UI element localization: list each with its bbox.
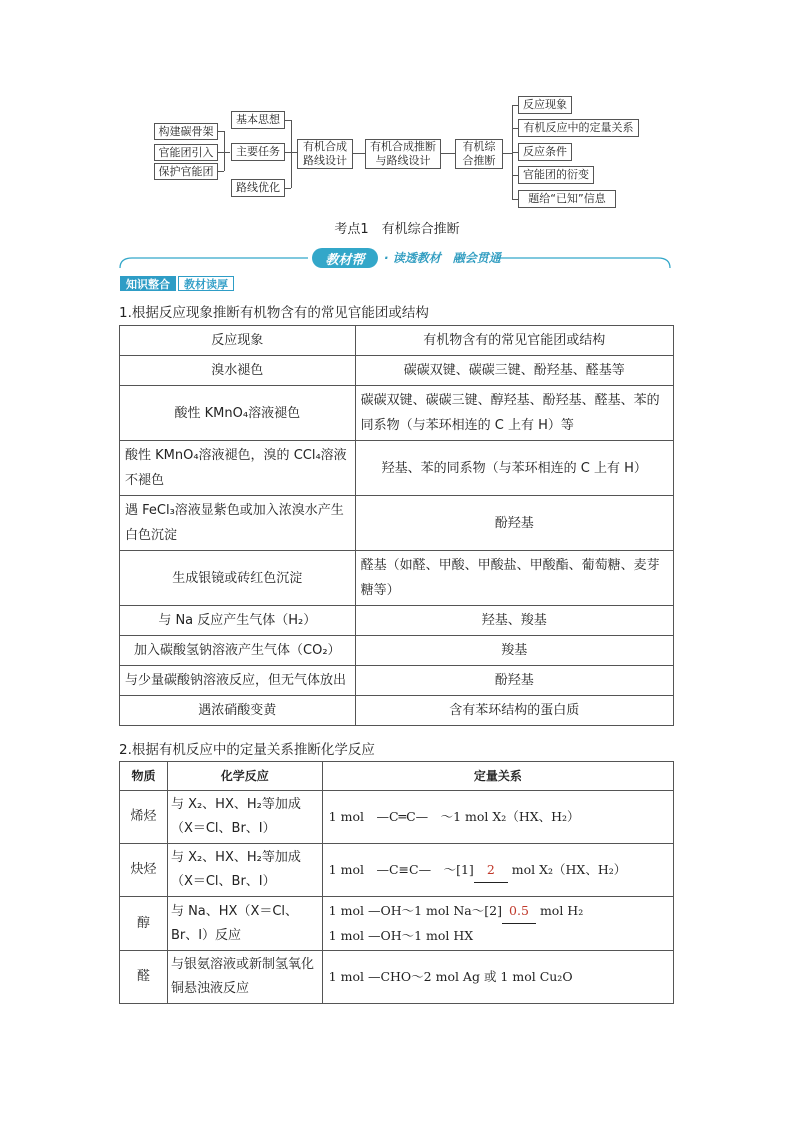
table-row bbox=[120, 496, 674, 551]
cell-reaction: 与 X₂、HX、H₂等加成（X＝Cl、Br、I） bbox=[167, 844, 322, 897]
map-connector bbox=[285, 120, 291, 121]
map-connector bbox=[503, 153, 512, 154]
map-connector bbox=[285, 152, 297, 153]
table-row bbox=[120, 386, 674, 441]
table-row bbox=[120, 897, 674, 951]
cell-phenomenon: 酸性 KMnO₄溶液褪色，溴的 CCl₄溶液不褪色 bbox=[120, 441, 356, 496]
map-left-item: 官能团引入 bbox=[154, 144, 218, 161]
heading-quantitative: 2.根据有机反应中的定量关系推断化学反应 bbox=[119, 742, 375, 758]
cell-phenomenon: 遇浓硝酸变黄 bbox=[120, 696, 356, 726]
cell-phenomenon: 酸性 KMnO₄溶液褪色 bbox=[120, 386, 356, 441]
header-reaction: 化学反应 bbox=[167, 762, 322, 791]
map-connector bbox=[353, 153, 365, 154]
relation-text: mol X₂（HX、H₂） bbox=[507, 861, 627, 877]
answer-blank: 0.5 bbox=[502, 899, 536, 924]
table-header-row bbox=[120, 326, 674, 356]
cell-phenomenon: 加入碳酸氢钠溶液产生气体（CO₂） bbox=[120, 636, 356, 666]
heading-reaction-phenomena: 1.根据反应现象推断有机物含有的常见官能团或结构 bbox=[119, 305, 429, 321]
map-core-inference: 有机综 合推断 bbox=[455, 139, 503, 169]
cell-group: 酚羟基 bbox=[355, 666, 673, 696]
cell-relation: 1 mol —CHO～2 mol Ag 或 1 mol Cu₂O bbox=[322, 951, 673, 1004]
cell-group: 醛基（如醛、甲酸、甲酸盐、甲酸酯、葡萄糖、麦芽糖等） bbox=[355, 551, 673, 606]
map-right-item: 反应条件 bbox=[518, 143, 572, 161]
cell-substance: 烯烃 bbox=[120, 791, 168, 844]
cell-reaction: 与 Na、HX（X＝Cl、Br、I）反应 bbox=[167, 897, 322, 951]
cell-substance: 醇 bbox=[120, 897, 168, 951]
header-relation: 定量关系 bbox=[322, 762, 673, 791]
cell-relation bbox=[322, 844, 673, 897]
section-title: 考点1 有机综合推断 bbox=[334, 222, 460, 237]
cell-relation: 1 mol —C═C— ～1 mol X₂（HX、H₂） bbox=[322, 791, 673, 844]
map-connector bbox=[218, 131, 224, 132]
table-row bbox=[120, 636, 674, 666]
table-row bbox=[120, 696, 674, 726]
header-substance: 物质 bbox=[120, 762, 168, 791]
map-connector bbox=[291, 120, 292, 188]
relation-text: 1 mol —C≡C— ～[1] bbox=[328, 861, 474, 877]
tag-knowledge: 知识整合 bbox=[120, 276, 176, 291]
relation-text: 1 mol —OH～1 mol HX bbox=[328, 928, 474, 943]
map-mid-item: 路线优化 bbox=[231, 179, 285, 197]
table-row bbox=[120, 791, 674, 844]
table-row bbox=[120, 951, 674, 1004]
map-right-item: 反应现象 bbox=[518, 96, 572, 114]
tag-textbook: 教材读厚 bbox=[178, 276, 234, 291]
table-quantitative bbox=[119, 761, 674, 1004]
cell-group: 酚羟基 bbox=[355, 496, 673, 551]
cell-group: 羟基、苯的同系物（与苯环相连的 C 上有 H） bbox=[355, 441, 673, 496]
cell-group: 含有苯环结构的蛋白质 bbox=[355, 696, 673, 726]
table-row bbox=[120, 356, 674, 386]
table-phenomena bbox=[119, 325, 674, 726]
cell-phenomenon: 与 Na 反应产生气体（H₂） bbox=[120, 606, 356, 636]
relation-text: 1 mol —OH～1 mol Na～[2] bbox=[328, 903, 502, 918]
cell-phenomenon: 与少量碳酸钠溶液反应，但无气体放出 bbox=[120, 666, 356, 696]
header-functional-group: 有机物含有的常见官能团或结构 bbox=[355, 326, 673, 356]
cell-phenomenon: 溴水褪色 bbox=[120, 356, 356, 386]
map-right-item: 有机反应中的定量关系 bbox=[518, 119, 639, 137]
header-phenomenon: 反应现象 bbox=[120, 326, 356, 356]
cell-substance: 醛 bbox=[120, 951, 168, 1004]
map-connector bbox=[441, 153, 455, 154]
cell-group: 碳碳双键、碳碳三键、醇羟基、酚羟基、醛基、苯的同系物（与苯环相连的 C 上有 H）等 bbox=[355, 386, 673, 441]
map-connector bbox=[224, 131, 225, 171]
map-mid-item: 主要任务 bbox=[231, 143, 285, 161]
cell-relation bbox=[322, 897, 673, 951]
table-header-row bbox=[120, 762, 674, 791]
cell-reaction: 与银氨溶液或新制氢氧化铜悬浊液反应 bbox=[167, 951, 322, 1004]
map-connector bbox=[218, 152, 230, 153]
cell-substance: 炔烃 bbox=[120, 844, 168, 897]
table-row bbox=[120, 666, 674, 696]
banner-subtitle: · 读透教材 融会贯通 bbox=[384, 251, 501, 265]
relation-text: mol H₂ bbox=[535, 903, 584, 918]
answer-blank: 2 bbox=[474, 858, 508, 883]
map-mid-item: 基本思想 bbox=[231, 111, 285, 129]
cell-group: 羟基、羧基 bbox=[355, 606, 673, 636]
cell-group: 碳碳双键、碳碳三键、酚羟基、醛基等 bbox=[355, 356, 673, 386]
map-right-item: 题给“已知”信息 bbox=[518, 190, 616, 208]
cell-group: 羧基 bbox=[355, 636, 673, 666]
table-row bbox=[120, 606, 674, 636]
map-left-item: 保护官能团 bbox=[154, 163, 218, 180]
table-row bbox=[120, 551, 674, 606]
table-row bbox=[120, 441, 674, 496]
cell-phenomenon: 生成银镜或砖红色沉淀 bbox=[120, 551, 356, 606]
table-row bbox=[120, 844, 674, 897]
map-core-center: 有机合成推断 与路线设计 bbox=[365, 139, 441, 169]
cell-phenomenon: 遇 FeCl₃溶液显紫色或加入浓溴水产生白色沉淀 bbox=[120, 496, 356, 551]
banner-badge: 教材帮 bbox=[312, 248, 378, 268]
map-right-item: 官能团的衍变 bbox=[518, 166, 594, 184]
map-connector bbox=[218, 171, 224, 172]
map-left-item: 构建碳骨架 bbox=[154, 123, 218, 140]
cell-reaction: 与 X₂、HX、H₂等加成（X＝Cl、Br、I） bbox=[167, 791, 322, 844]
map-connector bbox=[285, 188, 291, 189]
map-core-synthesis: 有机合成 路线设计 bbox=[297, 139, 353, 169]
